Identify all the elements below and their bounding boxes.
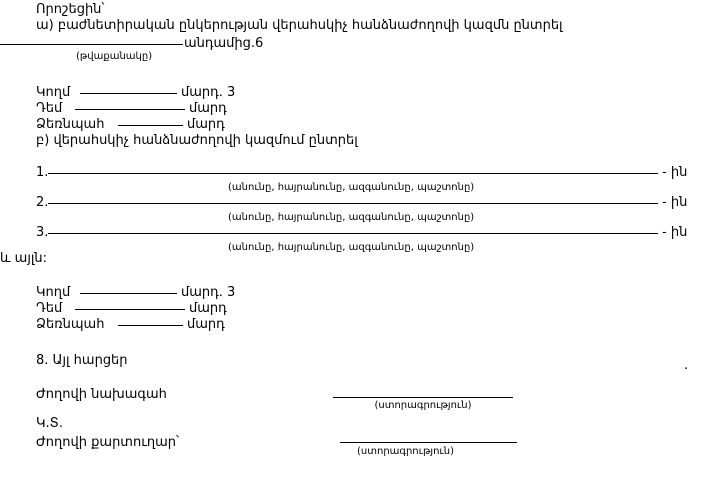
candidate-number: 2. xyxy=(36,195,49,210)
members-count-blank-line xyxy=(0,44,183,45)
members-count-text: անդամից.6 xyxy=(184,36,264,51)
candidate-suffix: - ին xyxy=(662,165,688,180)
secretary-signature-caption: (ստորագրություն) xyxy=(357,446,455,457)
vote-blank-line xyxy=(75,309,185,310)
vote-label: Դեմ xyxy=(36,301,63,316)
candidate-number: 3. xyxy=(36,225,49,240)
vote-blank-line xyxy=(118,125,183,126)
candidate-suffix: - ին xyxy=(662,195,688,210)
vote-label: Դեմ xyxy=(36,101,63,116)
vote-value: մարդ xyxy=(189,301,227,316)
candidate-blank-line xyxy=(48,203,658,204)
vote-value: մարդ xyxy=(187,117,225,132)
vote-label: Կողմ xyxy=(36,85,71,100)
item-a-text: ա) բաժնետիրական ընկերության վերահսկիչ հանձնաժողովի կազմն ընտրել xyxy=(36,18,563,33)
seal-label: Կ.Տ. xyxy=(36,416,63,431)
other-questions-heading: 8. Այլ հարցեր xyxy=(36,353,128,368)
secretary-signature-line xyxy=(340,442,517,443)
secretary-label: Ժողովի քարտուղար՝ xyxy=(36,435,180,450)
candidate-suffix: - ին xyxy=(662,225,688,240)
vote-value: մարդ xyxy=(187,317,225,332)
candidate-caption: (անունը, հայրանունը, ազգանունը, պաշտոնը) xyxy=(228,182,475,193)
members-count-caption: (թվաքանակը) xyxy=(76,51,153,62)
candidate-caption: (անունը, հայրանունը, ազգանունը, պաշտոնը) xyxy=(228,212,475,223)
candidate-caption: (անունը, հայրանունը, ազգանունը, պաշտոնը) xyxy=(228,242,475,253)
chairman-label: Ժողովի նախագահ xyxy=(36,387,167,402)
vote-label: Ձեռնպահ xyxy=(36,317,105,332)
vote-blank-line xyxy=(80,293,177,294)
vote-blank-line xyxy=(75,109,185,110)
item-b-text: բ) վերահսկիչ հանձնաժողովի կազմում ընտրել xyxy=(36,133,358,148)
vote-value: մարդ. 3 xyxy=(181,285,236,300)
candidate-blank-line xyxy=(48,233,658,234)
vote-value: մարդ xyxy=(189,101,227,116)
candidate-blank-line xyxy=(48,173,658,174)
stray-dot: . xyxy=(684,358,689,373)
vote-blank-line xyxy=(118,325,183,326)
vote-value: մարդ. 3 xyxy=(181,85,236,100)
chairman-signature-caption: (ստորագրություն) xyxy=(374,400,472,411)
candidate-number: 1. xyxy=(36,165,49,180)
vote-blank-line xyxy=(80,93,177,94)
vote-label: Կողմ xyxy=(36,285,71,300)
vote-label: Ձեռնպահ xyxy=(36,117,105,132)
decided-heading: Որոշեցին՝ xyxy=(36,2,105,17)
chairman-signature-line xyxy=(333,397,513,398)
etc-text: և այլն: xyxy=(0,251,48,266)
